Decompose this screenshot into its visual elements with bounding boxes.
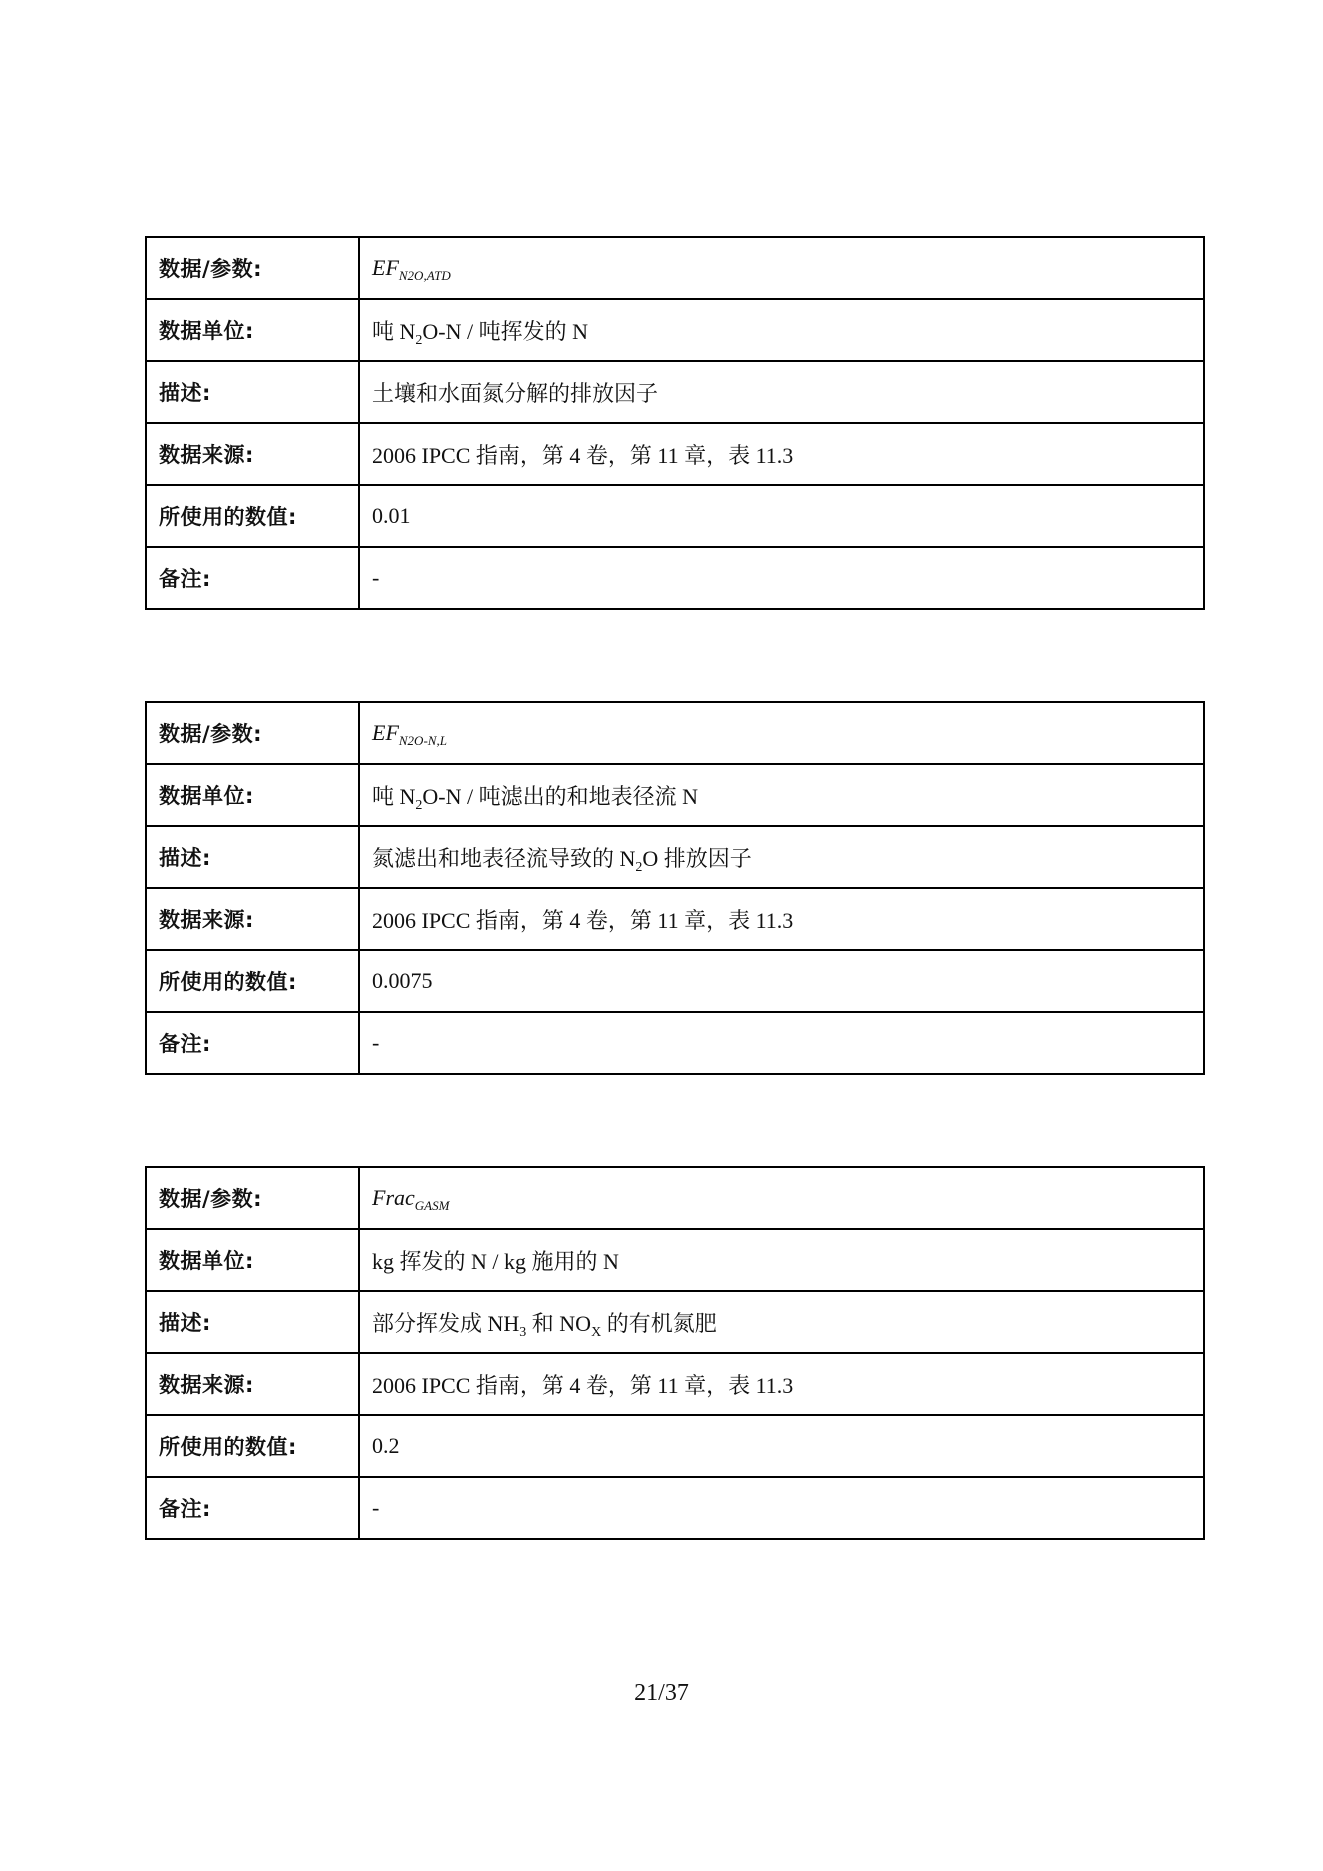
value-label: 所使用的数值:	[146, 485, 359, 547]
unit-value: kg 挥发的 N / kg 施用的 N	[359, 1229, 1204, 1291]
table-row	[146, 1477, 1204, 1539]
source-value: 2006 IPCC 指南，第 4 卷，第 11 章，表 11.3	[359, 1353, 1204, 1415]
value-label: 所使用的数值:	[146, 950, 359, 1012]
unit-label: 数据单位:	[146, 764, 359, 826]
table-row	[146, 764, 1204, 826]
table-row	[146, 826, 1204, 888]
table-row	[146, 423, 1204, 485]
remark-value: -	[359, 1477, 1204, 1539]
unit-label: 数据单位:	[146, 299, 359, 361]
description-label: 描述:	[146, 826, 359, 888]
param-symbol	[359, 237, 1204, 299]
description-label: 描述:	[146, 361, 359, 423]
description-value: 氮滤出和地表径流导致的 $N_2O$ 排放因子	[359, 826, 1204, 888]
source-label: 数据来源:	[146, 888, 359, 950]
remark-label: 备注:	[146, 1012, 359, 1074]
description-value: 土壤和水面氮分解的排放因子	[359, 361, 1204, 423]
value-used: 0.0075	[359, 950, 1204, 1012]
value-used: 0.01	[359, 485, 1204, 547]
parameter-table-frac-gasm	[145, 1166, 1205, 1540]
table-row	[146, 299, 1204, 361]
table-row	[146, 547, 1204, 609]
param-label: 数据/参数:	[146, 1167, 359, 1229]
param-symbol	[359, 1167, 1204, 1229]
source-label: 数据来源:	[146, 1353, 359, 1415]
parameter-table-ef-n2o-atd	[145, 236, 1205, 610]
parameter-table-ef-n2o-n-l	[145, 701, 1205, 1075]
symbol-subscript: N2O,ATD	[398, 268, 451, 283]
table-row	[146, 1415, 1204, 1477]
remark-value: -	[359, 1012, 1204, 1074]
table-row	[146, 950, 1204, 1012]
remark-value: -	[359, 547, 1204, 609]
param-label: 数据/参数:	[146, 237, 359, 299]
param-label: 数据/参数:	[146, 702, 359, 764]
symbol-main: Frac	[372, 1185, 415, 1210]
table-row	[146, 1291, 1204, 1353]
description-value: 部分挥发成 $NH_3$ 和 $NO_X$ 的有机氮肥	[359, 1291, 1204, 1353]
table-row	[146, 702, 1204, 764]
table-row	[146, 888, 1204, 950]
table-row	[146, 485, 1204, 547]
remark-label: 备注:	[146, 547, 359, 609]
value-used: 0.2	[359, 1415, 1204, 1477]
symbol-subscript: GASM	[414, 1198, 450, 1213]
param-symbol	[359, 702, 1204, 764]
source-label: 数据来源:	[146, 423, 359, 485]
source-value: 2006 IPCC 指南，第 4 卷，第 11 章，表 11.3	[359, 423, 1204, 485]
table-row	[146, 237, 1204, 299]
table-row	[146, 361, 1204, 423]
table-row	[146, 1167, 1204, 1229]
unit-label: 数据单位:	[146, 1229, 359, 1291]
table-row	[146, 1012, 1204, 1074]
table-row	[146, 1229, 1204, 1291]
value-label: 所使用的数值:	[146, 1415, 359, 1477]
table-row	[146, 1353, 1204, 1415]
page-number: 21/37	[634, 1680, 689, 1706]
unit-value: 吨 $N_2O-N$ / 吨挥发的 N	[359, 299, 1204, 361]
symbol-main: EF	[372, 720, 399, 745]
description-label: 描述:	[146, 1291, 359, 1353]
unit-value: 吨 $N_2O-N$ / 吨滤出的和地表径流 N	[359, 764, 1204, 826]
symbol-subscript: N2O-N,L	[398, 733, 447, 748]
symbol-main: EF	[372, 255, 399, 280]
source-value: 2006 IPCC 指南，第 4 卷，第 11 章，表 11.3	[359, 888, 1204, 950]
remark-label: 备注:	[146, 1477, 359, 1539]
